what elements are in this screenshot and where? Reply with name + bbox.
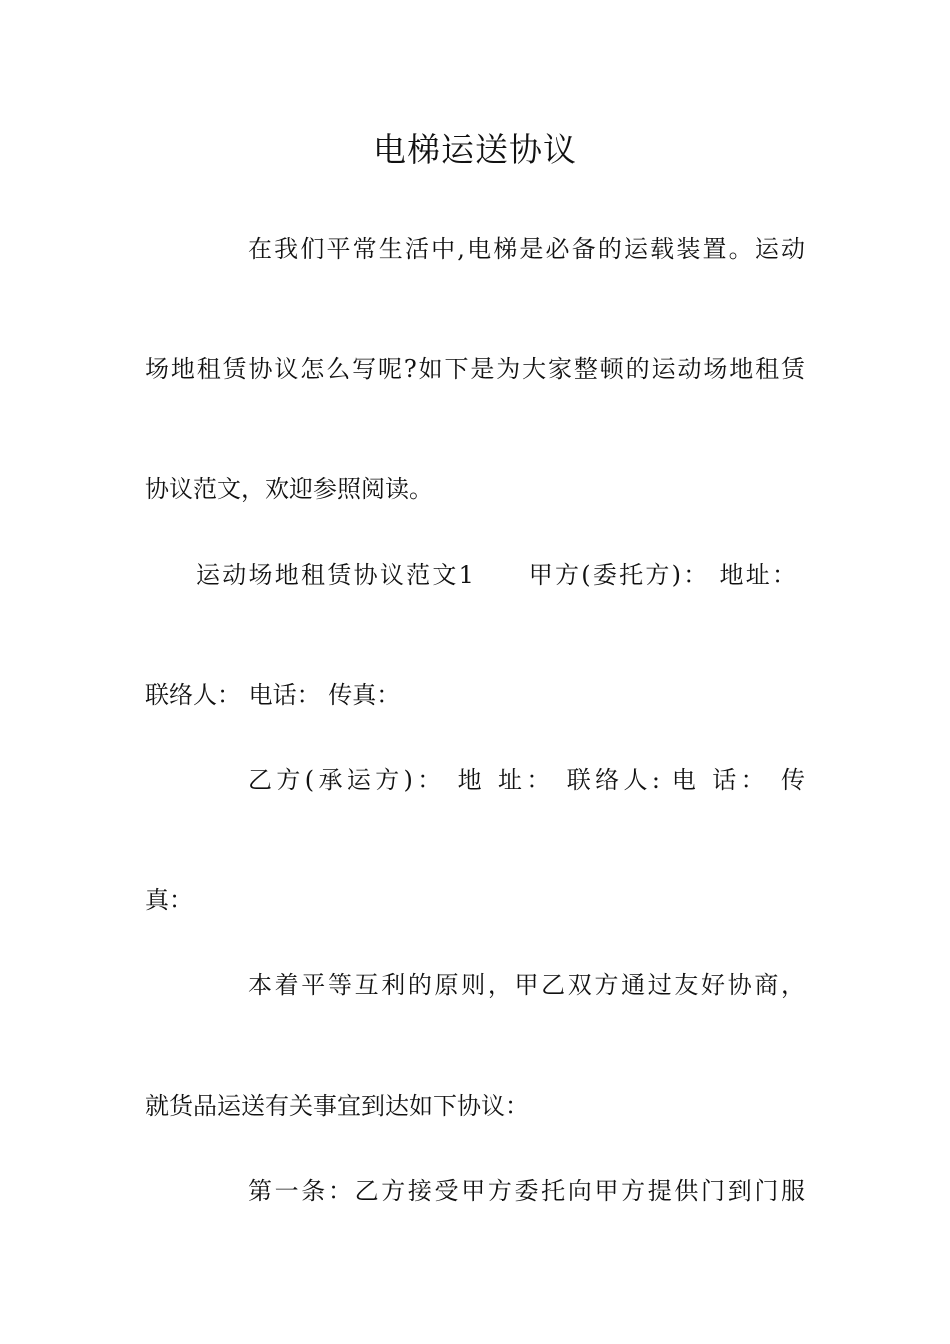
paragraph-line-4: 运动场地租赁协议范文1 甲方(委托方)： 地址： bbox=[196, 561, 796, 589]
paragraph-line-5: 联络人： 电话： 传真： bbox=[145, 681, 401, 709]
paragraph-line-3: 协议范文，欢迎参照阅读。 bbox=[145, 475, 433, 503]
paragraph-line-10: 第一条：乙方接受甲方委托向甲方提供门到门服 bbox=[248, 1177, 805, 1205]
paragraph-line-8: 本着平等互利的原则，甲乙双方通过友好协商， bbox=[248, 971, 805, 999]
paragraph-line-2: 场地租赁协议怎么写呢?如下是为大家整顿的运动场地租赁 bbox=[145, 355, 805, 383]
paragraph-line-7: 真： bbox=[145, 886, 193, 914]
paragraph-line-9: 就货品运送有关事宜到达如下协议： bbox=[145, 1092, 529, 1120]
document-title: 电梯运送协议 bbox=[373, 130, 577, 169]
paragraph-line-1: 在我们平常生活中,电梯是必备的运载装置。运动 bbox=[248, 235, 805, 263]
paragraph-line-6: 乙方(承运方)： 地 址： 联络人: 电 话： 传 bbox=[248, 766, 805, 794]
